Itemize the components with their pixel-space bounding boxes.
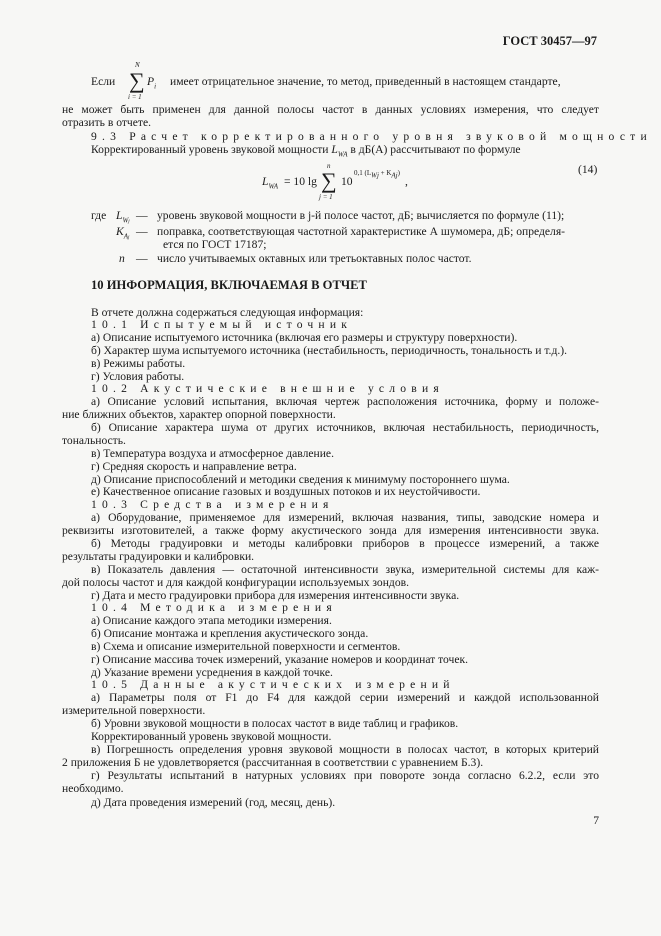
report-line: в) Погрешность определения уровня звуковой мощности в полосах частот, в которых критерий (91, 743, 599, 756)
report-line: б) Методы градуировки и методы калибровки приборов в процессе измерений, а также (91, 537, 599, 550)
report-line: измерительной поверхности. (62, 704, 206, 717)
sum-upper-limit: N (135, 61, 140, 69)
where-text-n: число учитываемых октавных или третьоктавных полос частот. (157, 252, 472, 265)
formula-summation-icon: ∑ (321, 168, 337, 193)
report-line: дой полосы частот и для каждой конфигурации используемых зондов. (62, 576, 409, 589)
report-line: г) Условия работы. (91, 370, 185, 383)
summation-icon: ∑ (129, 68, 145, 93)
formula-number: (14) (578, 163, 598, 176)
para-if-text-2: не может быть применен для данной полосы частот в данных условиях измерения, что следует (62, 103, 599, 116)
section-10-heading: 10 ИНФОРМАЦИЯ, ВКЛЮЧАЕМАЯ В ОТЧЕТ (91, 278, 367, 292)
report-line: 10.3 Средства измерения (91, 498, 334, 511)
para-if-text-1: имеет отрицательное значение, то метод, приведенный в настоящем стандарте, (170, 75, 561, 88)
report-line: 10.5 Данные акустических измерений (91, 678, 455, 691)
report-line: е) Качественное описание газовых и воздушных потоков и их неустойчивости. (91, 485, 481, 498)
report-line: б) Уровни звуковой мощности в полосах частот в виде таблиц и графиков. (91, 717, 459, 730)
sum-lower-limit: i = 1 (128, 93, 142, 101)
where-text-lw: уровень звуковой мощности в j-й полосе частот, дБ; вычисляется по формуле (11); (157, 209, 565, 222)
para-if-text-3: отразить в отчете. (62, 116, 152, 129)
formula-sum-upper: n (327, 162, 331, 170)
report-line: г) Описание массива точек измерений, указание номеров и координат точек. (91, 653, 469, 666)
report-line: б) Характер шума испытуемого источника (нестабильность, периодичность, тональность и т.д.). (91, 344, 567, 357)
where-label: где (91, 209, 107, 222)
report-line: а) Оборудование, применяемое для измерений, включая названия, типы, заводские номера и (91, 511, 599, 524)
report-line: г) Дата и место градуировки прибора для измерения интенсивности звука. (91, 589, 460, 602)
where-dash-3: — (136, 252, 148, 265)
formula-tail: , (405, 175, 408, 188)
document-code: ГОСТ 30457—97 (502, 34, 597, 48)
where-symbol-lw: $L_{Wj}$ (116, 209, 130, 225)
where-symbol-n: n (119, 252, 125, 265)
report-line: 10.4 Методика измерения (91, 601, 337, 614)
page-number: 7 (593, 814, 599, 827)
report-line: Корректированный уровень звуковой мощности. (91, 730, 332, 743)
section-9-3-title: 9.3 Расчет корректированного уровня звуковой мощности (91, 130, 652, 143)
formula-exponent: 0,1 $(L_{Wj} + K_{Aj})$ (354, 169, 400, 180)
formula-lhs: $L_{WA}$ (262, 175, 279, 191)
where-dash-2: — (136, 225, 148, 238)
where-dash-1: — (136, 209, 148, 222)
report-line: г) Результаты испытаний в натурных условиях при повороте зонда согласно 6.2.2, если это (91, 769, 599, 782)
report-line: 10.2 Акустические внешние условия (91, 382, 444, 395)
report-line: результаты градуировки и калибровки. (62, 550, 255, 563)
formula-base: 10 (341, 175, 353, 188)
report-line: реквизиты изготовителей, а также форму акустического зонда для измерения интенсивности звука. (62, 524, 599, 537)
report-line: д) Описание приспособлений и методики сведения к минимуму постороннего шума. (91, 473, 510, 486)
report-line: г) Средняя скорость и направление ветра. (91, 460, 297, 473)
where-text-ka-1: поправка, соответствующая частотной характеристике А шумомера, дБ; определя- (157, 225, 566, 238)
section-9-3-intro: Корректированный уровень звуковой мощности $L_{WA}$ в дБ(A) рассчитывают по формуле (91, 143, 521, 159)
report-line: а) Параметры поля от F1 до F4 для каждой серии измерений и каждой использованной (91, 691, 599, 704)
report-line: д) Дата проведения измерений (год, месяц, день). (91, 796, 336, 809)
report-line: необходимо. (62, 782, 124, 795)
formula-sum-lower: j = 1 (319, 193, 333, 201)
report-line: б) Описание характера шума от других источников, включая нестабильность, периодичность, (91, 421, 599, 434)
report-line: ние ближних объектов, характер опорной поверхности. (62, 408, 336, 421)
report-line: а) Описание испытуемого источника (включая его размеры и структуру поверхности). (91, 331, 518, 344)
report-line: 10.1 Испытуемый источник (91, 318, 353, 331)
where-symbol-ka: $K_{Aj}$ (116, 225, 130, 241)
section-10-intro: В отчете должна содержаться следующая информация: (91, 306, 364, 319)
report-line: д) Указание времени усреднения в каждой точке. (91, 666, 333, 679)
report-line: в) Режимы работы. (91, 357, 186, 370)
sum-variable: $P_i$ (147, 75, 157, 91)
report-line: в) Показатель давления — остаточной интенсивности звука, измерительной системы для каж- (91, 563, 599, 576)
report-line: в) Температура воздуха и атмосферное давление. (91, 447, 334, 460)
para-if-lead: Если (91, 75, 116, 88)
report-line: тональность. (62, 434, 126, 447)
report-line: б) Описание монтажа и крепления акустического зонда. (91, 627, 369, 640)
formula-eq: = 10 lg (284, 175, 317, 188)
report-line: а) Описание каждого этапа методики измерения. (91, 614, 332, 627)
report-line: в) Схема и описание измерительной поверхности и сегментов. (91, 640, 401, 653)
report-line: 2 приложения Б не удовлетворяется (рассчитанная в соответствии с уравнением Б.3). (62, 756, 484, 769)
where-text-ka-2: ется по ГОСТ 17187; (163, 238, 267, 251)
report-line: а) Описание условий испытания, включая чертеж расположения источника, форму и положе- (91, 395, 599, 408)
